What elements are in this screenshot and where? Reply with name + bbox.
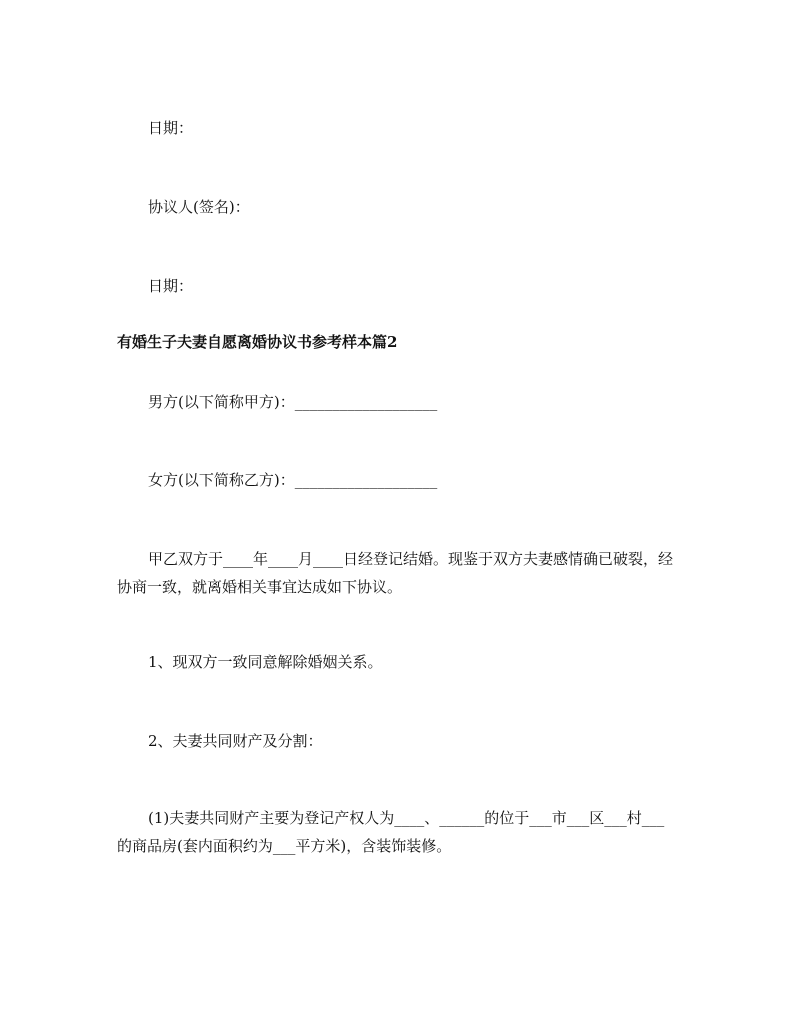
intro-paragraph: 甲乙双方于____年____月____日经登记结婚。现鉴于双方夫妻感情确已破裂，经协商一致，就离婚相关事宜达成如下协议。 [117,550,674,596]
date-line-2: 日期： [148,277,194,295]
date-line-1: 日期： [148,119,194,137]
female-party-line: 女方(以下简称乙方)：___________________ [148,471,438,489]
clause-1: 1、现双方一致同意解除婚姻关系。 [148,653,383,671]
clause-2-1: (1)夫妻共同财产主要为登记产权人为____、______的位于___市___区___村___的商品房(套内面积约为___平方米)，含装饰装修。 [117,809,665,855]
signatory-line: 协议人(签名)： [148,198,250,216]
male-party-line: 男方(以下简称甲方)：___________________ [148,393,438,411]
clause-2: 2、夫妻共同财产及分割： [148,732,323,750]
section-title: 有婚生子夫妻自愿离婚协议书参考样本篇2 [117,333,398,351]
